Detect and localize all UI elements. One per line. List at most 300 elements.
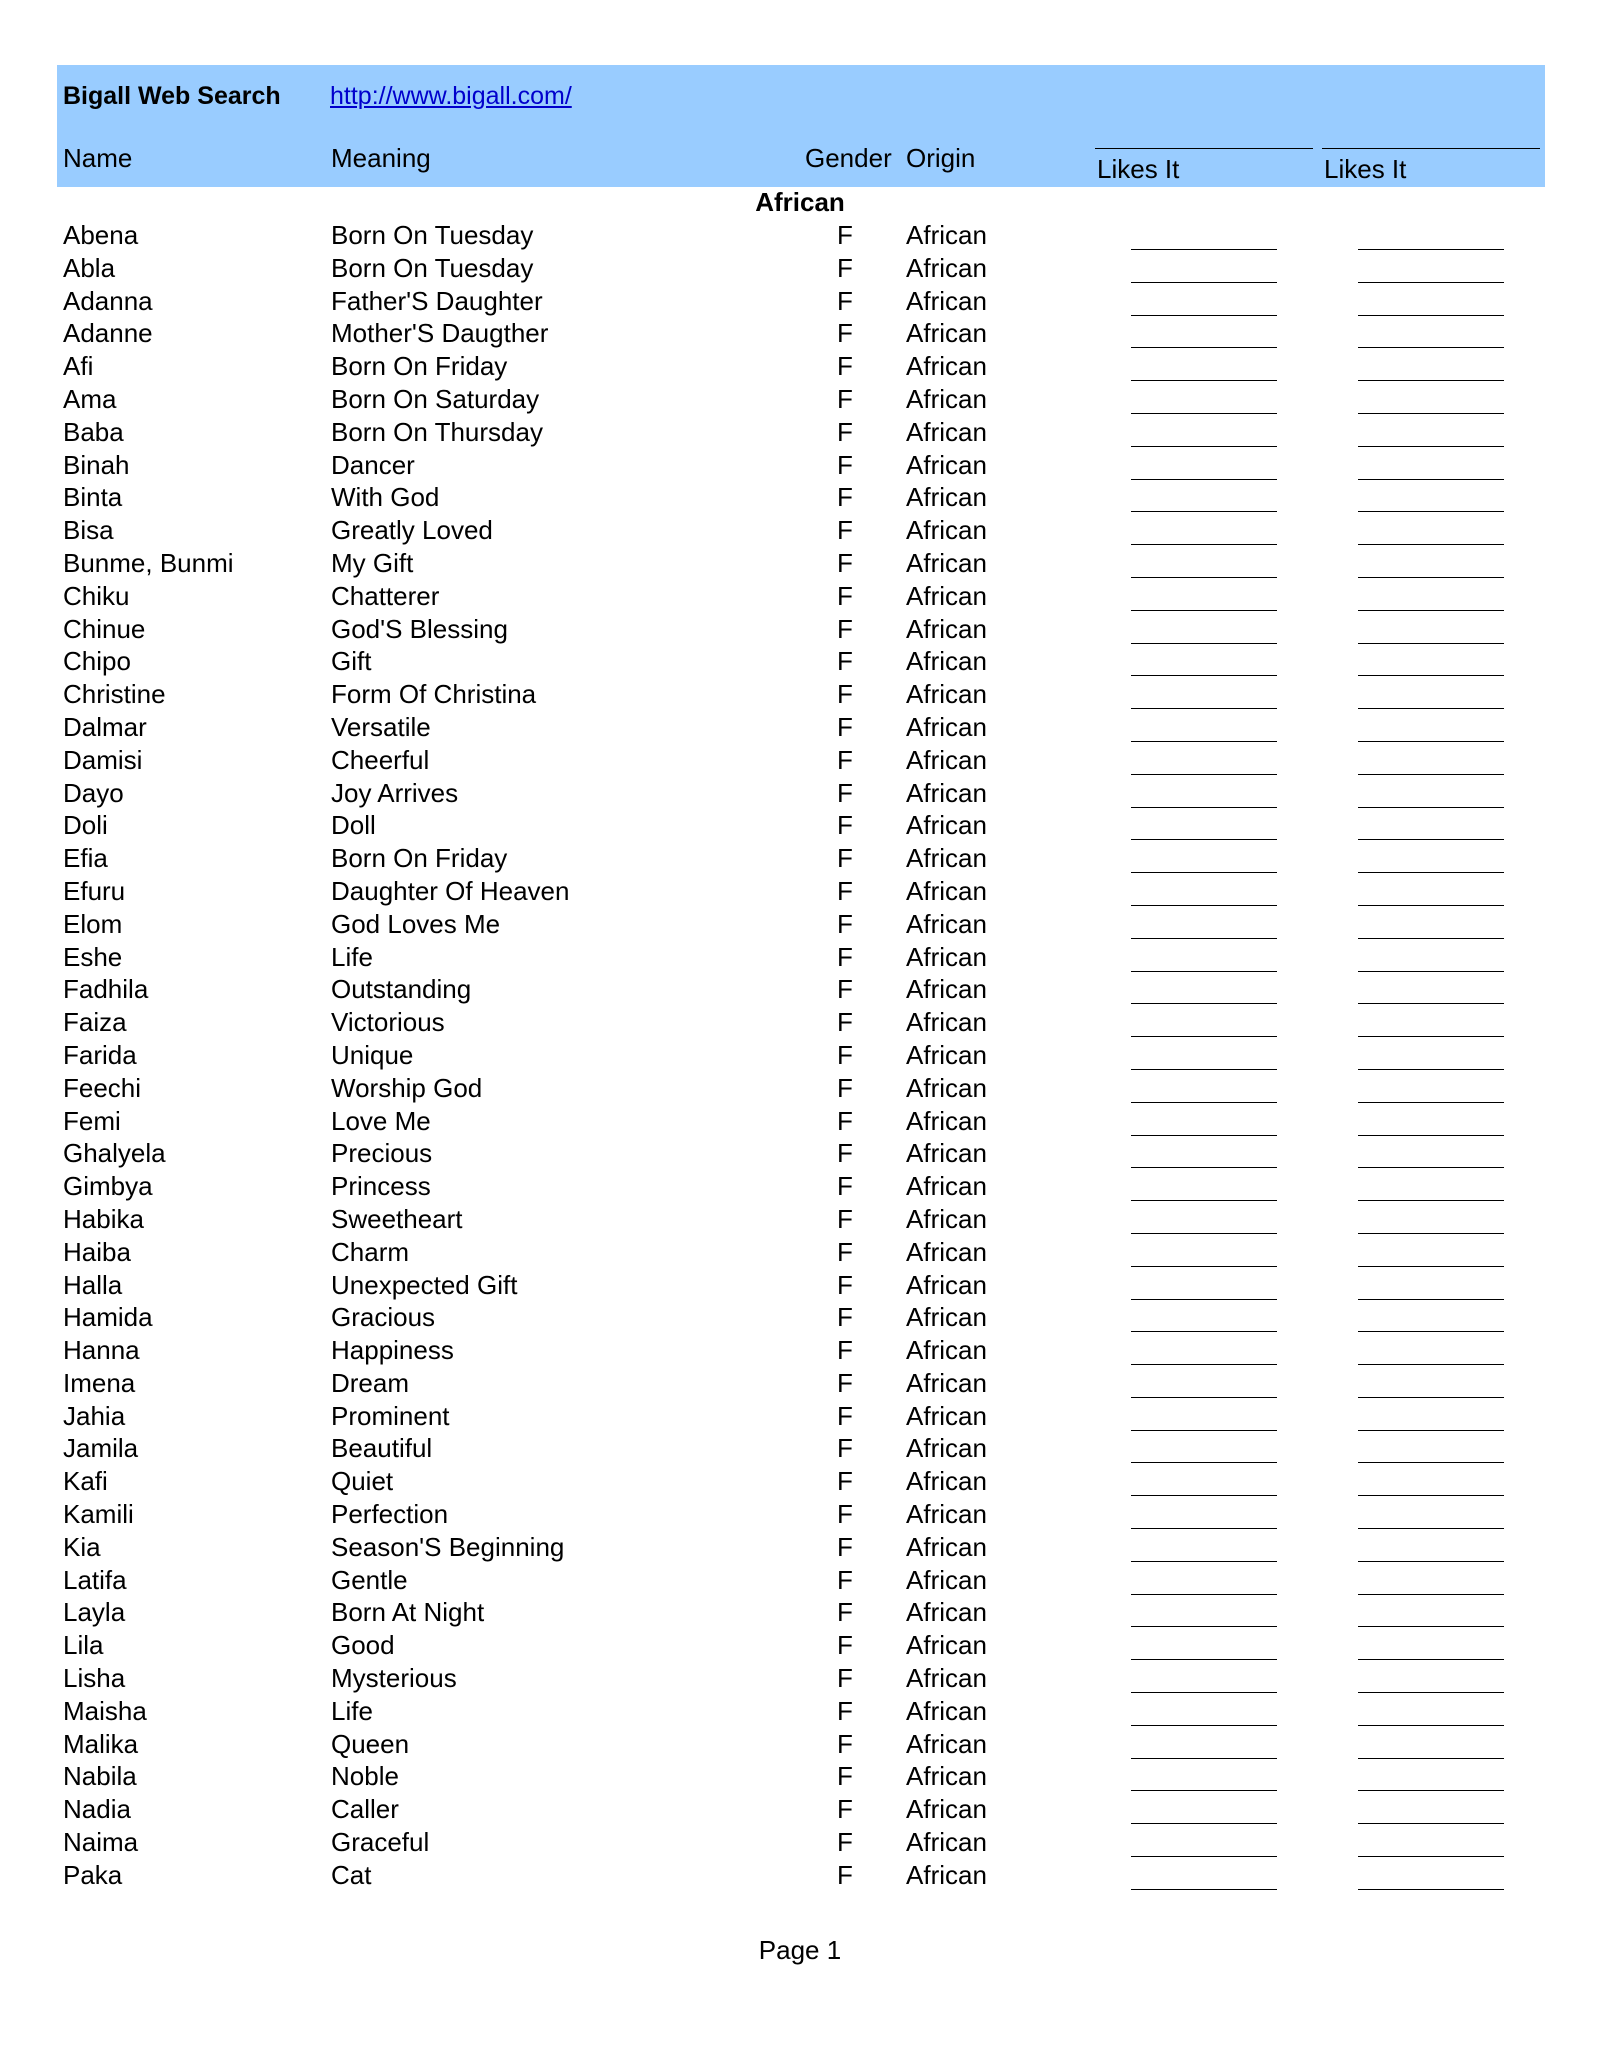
table-row [0, 777, 1600, 810]
origin-cell: African [906, 1630, 987, 1661]
name-cell: Dalmar [63, 711, 147, 742]
likes-blank-line-1[interactable] [1131, 1626, 1277, 1627]
origin-cell: African [906, 1171, 987, 1202]
meaning-cell: Greatly Loved [331, 515, 493, 546]
likes-blank-line-2[interactable] [1358, 807, 1504, 808]
meaning-cell: Versatile [331, 711, 431, 742]
name-cell: Malika [63, 1728, 139, 1759]
likes-blank-line-1[interactable] [1131, 1462, 1277, 1463]
likes-blank-line-2[interactable] [1358, 1823, 1504, 1824]
table-row [0, 449, 1600, 482]
likes-blank-line-2[interactable] [1358, 938, 1504, 939]
meaning-cell: Sweetheart [331, 1203, 463, 1234]
table-row [0, 842, 1600, 875]
gender-cell: F [837, 1335, 853, 1366]
likes-blank-line-1[interactable] [1131, 413, 1277, 414]
likes-blank-line-2[interactable] [1358, 1889, 1504, 1890]
name-cell: Efia [63, 843, 108, 874]
likes-blank-line-2[interactable] [1358, 446, 1504, 447]
origin-cell: African [906, 908, 987, 939]
origin-cell: African [906, 1794, 987, 1825]
table-row [0, 1662, 1600, 1695]
name-cell: Jamila [63, 1433, 139, 1464]
likes-blank-line-1[interactable] [1131, 610, 1277, 611]
origin-cell: African [906, 1761, 987, 1792]
table-row [0, 744, 1600, 777]
table-row [0, 1301, 1600, 1334]
likes-blank-line-2[interactable] [1358, 1397, 1504, 1398]
gender-cell: F [837, 1039, 853, 1070]
origin-cell: African [906, 941, 987, 972]
table-row [0, 1269, 1600, 1302]
meaning-cell: Season'S Beginning [331, 1531, 565, 1562]
gender-cell: F [837, 744, 853, 775]
gender-cell: F [837, 810, 853, 841]
likes-blank-line-2[interactable] [1358, 1725, 1504, 1726]
likes-blank-line-2[interactable] [1358, 774, 1504, 775]
origin-cell: African [906, 1827, 987, 1858]
gender-cell: F [837, 613, 853, 644]
origin-cell: African [906, 646, 987, 677]
table-row [0, 285, 1600, 318]
meaning-cell: Precious [331, 1138, 433, 1169]
name-cell: Imena [63, 1367, 136, 1398]
meaning-cell: Unique [331, 1039, 414, 1070]
likes-blank-line-1[interactable] [1131, 1036, 1277, 1037]
likes-blank-line-2[interactable] [1358, 1200, 1504, 1201]
table-row [0, 809, 1600, 842]
table-row [0, 678, 1600, 711]
name-cell: Adanna [63, 285, 153, 316]
likes-blank-line-1[interactable] [1131, 1102, 1277, 1103]
table-row [0, 1334, 1600, 1367]
likes-blank-line-1[interactable] [1131, 577, 1277, 578]
column-header-likes-2: Likes It [1322, 148, 1540, 186]
likes-blank-line-1[interactable] [1131, 315, 1277, 316]
likes-blank-line-1[interactable] [1131, 971, 1277, 972]
likes-blank-line-2[interactable] [1358, 1069, 1504, 1070]
likes-blank-line-1[interactable] [1131, 1167, 1277, 1168]
gender-cell: F [837, 1663, 853, 1694]
meaning-cell: Prominent [331, 1400, 450, 1431]
likes-blank-line-2[interactable] [1358, 1102, 1504, 1103]
likes-blank-line-2[interactable] [1358, 905, 1504, 906]
name-cell: Kafi [63, 1466, 108, 1497]
name-cell: Hanna [63, 1335, 140, 1366]
likes-blank-line-2[interactable] [1358, 1856, 1504, 1857]
likes-blank-line-1[interactable] [1131, 1397, 1277, 1398]
likes-blank-line-2[interactable] [1358, 249, 1504, 250]
likes-blank-line-2[interactable] [1358, 1790, 1504, 1791]
gender-cell: F [837, 515, 853, 546]
likes-blank-line-1[interactable] [1131, 446, 1277, 447]
name-cell: Faiza [63, 1007, 127, 1038]
meaning-cell: God'S Blessing [331, 613, 508, 644]
origin-cell: African [906, 318, 987, 349]
gender-cell: F [837, 646, 853, 677]
likes-blank-line-2[interactable] [1358, 741, 1504, 742]
likes-blank-line-1[interactable] [1131, 1725, 1277, 1726]
likes-blank-line-1[interactable] [1131, 347, 1277, 348]
likes-blank-line-1[interactable] [1131, 1528, 1277, 1529]
meaning-cell: Born On Tuesday [331, 252, 534, 283]
meaning-cell: Chatterer [331, 580, 440, 611]
gender-cell: F [837, 1564, 853, 1595]
name-cell: Bunme, Bunmi [63, 547, 234, 578]
table-row [0, 1465, 1600, 1498]
origin-cell: African [906, 482, 987, 513]
gender-cell: F [837, 1105, 853, 1136]
gender-cell: F [837, 875, 853, 906]
name-cell: Afi [63, 351, 94, 382]
table-row [0, 219, 1600, 252]
meaning-cell: Gentle [331, 1564, 408, 1595]
likes-blank-line-2[interactable] [1358, 1626, 1504, 1627]
table-row [0, 1629, 1600, 1662]
meaning-cell: With God [331, 482, 440, 513]
origin-cell: African [906, 252, 987, 283]
gender-cell: F [837, 1466, 853, 1497]
meaning-cell: Charm [331, 1236, 410, 1267]
likes-blank-line-1[interactable] [1131, 1430, 1277, 1431]
table-row [0, 1137, 1600, 1170]
meaning-cell: Dream [331, 1367, 410, 1398]
likes-blank-line-2[interactable] [1358, 544, 1504, 545]
name-cell: Chipo [63, 646, 131, 677]
meaning-cell: Life [331, 941, 373, 972]
name-cell: Kia [63, 1531, 101, 1562]
meaning-cell: Love Me [331, 1105, 431, 1136]
table-row [0, 711, 1600, 744]
likes-blank-line-1[interactable] [1131, 708, 1277, 709]
name-cell: Hamida [63, 1302, 153, 1333]
meaning-cell: Cat [331, 1859, 372, 1890]
likes-blank-line-1[interactable] [1131, 1299, 1277, 1300]
origin-cell: African [906, 1597, 987, 1628]
table-row [0, 1105, 1600, 1138]
likes-blank-line-1[interactable] [1131, 511, 1277, 512]
likes-blank-line-2[interactable] [1358, 1266, 1504, 1267]
likes-blank-line-2[interactable] [1358, 479, 1504, 480]
section-title: African [755, 187, 845, 217]
likes-blank-line-1[interactable] [1131, 1233, 1277, 1234]
origin-cell: African [906, 416, 987, 447]
origin-cell: African [906, 875, 987, 906]
likes-blank-line-1[interactable] [1131, 675, 1277, 676]
name-cell: Lisha [63, 1663, 126, 1694]
likes-blank-line-2[interactable] [1358, 1003, 1504, 1004]
origin-cell: African [906, 383, 987, 414]
likes-blank-line-1[interactable] [1131, 1200, 1277, 1201]
table-row [0, 383, 1600, 416]
likes-blank-line-1[interactable] [1131, 1003, 1277, 1004]
meaning-cell: Mysterious [331, 1663, 457, 1694]
origin-cell: African [906, 1039, 987, 1070]
origin-cell: African [906, 843, 987, 874]
likes-blank-line-1[interactable] [1131, 938, 1277, 939]
table-row [0, 1367, 1600, 1400]
meaning-cell: Gracious [331, 1302, 436, 1333]
gender-cell: F [837, 908, 853, 939]
gender-cell: F [837, 1433, 853, 1464]
table-row [0, 481, 1600, 514]
name-cell: Elom [63, 908, 123, 939]
likes-blank-line-2[interactable] [1358, 1659, 1504, 1660]
likes-blank-line-1[interactable] [1131, 1069, 1277, 1070]
name-cell: Efuru [63, 875, 126, 906]
gender-cell: F [837, 1794, 853, 1825]
meaning-cell: Father'S Daughter [331, 285, 543, 316]
name-cell: Paka [63, 1859, 123, 1890]
likes-blank-line-1[interactable] [1131, 479, 1277, 480]
column-header-gender: Gender [805, 143, 892, 173]
gender-cell: F [837, 416, 853, 447]
origin-cell: African [906, 1564, 987, 1595]
likes-blank-line-1[interactable] [1131, 1790, 1277, 1791]
likes-blank-line-2[interactable] [1358, 1462, 1504, 1463]
likes-blank-line-2[interactable] [1358, 1495, 1504, 1496]
likes-blank-line-1[interactable] [1131, 1856, 1277, 1857]
column-header-origin: Origin [906, 143, 976, 173]
likes-blank-line-2[interactable] [1358, 511, 1504, 512]
table-row [0, 1006, 1600, 1039]
meaning-cell: Outstanding [331, 974, 472, 1005]
name-cell: Lila [63, 1630, 104, 1661]
table-row [0, 1695, 1600, 1728]
origin-cell: African [906, 711, 987, 742]
likes-blank-line-2[interactable] [1358, 643, 1504, 644]
name-cell: Abena [63, 220, 139, 250]
name-cell: Feechi [63, 1072, 142, 1103]
origin-cell: African [906, 1236, 987, 1267]
origin-cell: African [906, 613, 987, 644]
meaning-cell: Caller [331, 1794, 399, 1825]
gender-cell: F [837, 1728, 853, 1759]
gender-cell: F [837, 679, 853, 710]
meaning-cell: Queen [331, 1728, 410, 1759]
origin-cell: African [906, 1302, 987, 1333]
name-cell: Habika [63, 1203, 144, 1234]
name-cell: Haiba [63, 1236, 131, 1267]
likes-blank-line-1[interactable] [1131, 1889, 1277, 1890]
table-row [0, 252, 1600, 285]
likes-blank-line-1[interactable] [1131, 249, 1277, 250]
meaning-cell: Good [331, 1630, 395, 1661]
likes-blank-line-1[interactable] [1131, 1659, 1277, 1660]
name-cell: Farida [63, 1039, 137, 1070]
likes-blank-line-2[interactable] [1358, 839, 1504, 840]
table-row [0, 580, 1600, 613]
origin-cell: African [906, 351, 987, 382]
gender-cell: F [837, 252, 853, 283]
likes-blank-line-2[interactable] [1358, 1364, 1504, 1365]
likes-blank-line-1[interactable] [1131, 741, 1277, 742]
origin-cell: African [906, 1859, 987, 1890]
table-row [0, 1760, 1600, 1793]
gender-cell: F [837, 1597, 853, 1628]
origin-cell: African [906, 1695, 987, 1726]
likes-blank-line-2[interactable] [1358, 1135, 1504, 1136]
table-row [0, 1432, 1600, 1465]
gender-cell: F [837, 580, 853, 611]
gender-cell: F [837, 1171, 853, 1202]
likes-blank-line-1[interactable] [1131, 1266, 1277, 1267]
origin-cell: African [906, 679, 987, 710]
table-row [0, 1498, 1600, 1531]
likes-blank-line-1[interactable] [1131, 544, 1277, 545]
likes-blank-line-2[interactable] [1358, 315, 1504, 316]
table-row [0, 1039, 1600, 1072]
page-number: Page 1 [758, 1935, 842, 1965]
gender-cell: F [837, 351, 853, 382]
name-cell: Halla [63, 1269, 123, 1300]
likes-blank-line-1[interactable] [1131, 380, 1277, 381]
name-cell: Chinue [63, 613, 146, 644]
likes-blank-line-1[interactable] [1131, 839, 1277, 840]
origin-cell: African [906, 1007, 987, 1038]
likes-blank-line-2[interactable] [1358, 872, 1504, 873]
meaning-cell: Gift [331, 646, 372, 677]
likes-blank-line-2[interactable] [1358, 577, 1504, 578]
name-cell: Dayo [63, 777, 124, 808]
meaning-cell: Born On Saturday [331, 383, 540, 414]
likes-blank-line-1[interactable] [1131, 1364, 1277, 1365]
meaning-cell: Unexpected Gift [331, 1269, 518, 1300]
likes-blank-line-1[interactable] [1131, 807, 1277, 808]
table-row [0, 350, 1600, 383]
likes-blank-line-1[interactable] [1131, 1331, 1277, 1332]
gender-cell: F [837, 1236, 853, 1267]
name-cell: Nabila [63, 1761, 137, 1792]
table-row [0, 1400, 1600, 1433]
meaning-cell: Quiet [331, 1466, 394, 1497]
origin-cell: African [906, 1400, 987, 1431]
likes-blank-line-1[interactable] [1131, 905, 1277, 906]
column-header-likes-1: Likes It [1095, 148, 1313, 186]
likes-blank-line-1[interactable] [1131, 774, 1277, 775]
name-cell: Bisa [63, 515, 114, 546]
likes-blank-line-2[interactable] [1358, 1561, 1504, 1562]
origin-cell: African [906, 449, 987, 480]
table-row [0, 1728, 1600, 1761]
gender-cell: F [837, 285, 853, 316]
name-cell: Fadhila [63, 974, 149, 1005]
meaning-cell: Happiness [331, 1335, 454, 1366]
origin-cell: African [906, 1433, 987, 1464]
gender-cell: F [837, 1203, 853, 1234]
likes-blank-line-1[interactable] [1131, 1692, 1277, 1693]
gender-cell: F [837, 482, 853, 513]
likes-blank-line-2[interactable] [1358, 1430, 1504, 1431]
likes-blank-line-2[interactable] [1358, 282, 1504, 283]
name-cell: Baba [63, 416, 124, 447]
origin-cell: African [906, 1138, 987, 1169]
gender-cell: F [837, 318, 853, 349]
likes-blank-line-1[interactable] [1131, 1594, 1277, 1595]
site-url-link[interactable]: http://www.bigall.com/ [330, 82, 572, 110]
gender-cell: F [837, 1630, 853, 1661]
meaning-cell: Dancer [331, 449, 415, 480]
table-row [0, 1236, 1600, 1269]
meaning-cell: Perfection [331, 1499, 449, 1530]
meaning-cell: Form Of Christina [331, 679, 537, 710]
origin-cell: African [906, 810, 987, 841]
likes-blank-line-1[interactable] [1131, 1495, 1277, 1496]
origin-cell: African [906, 1499, 987, 1530]
likes-blank-line-2[interactable] [1358, 1692, 1504, 1693]
meaning-cell: Born On Friday [331, 351, 508, 382]
likes-blank-line-2[interactable] [1358, 347, 1504, 348]
likes-blank-line-2[interactable] [1358, 1299, 1504, 1300]
gender-cell: F [837, 843, 853, 874]
table-row [0, 514, 1600, 547]
gender-cell: F [837, 711, 853, 742]
table-row [0, 317, 1600, 350]
gender-cell: F [837, 974, 853, 1005]
gender-cell: F [837, 547, 853, 578]
table-row [0, 1793, 1600, 1826]
likes-blank-line-2[interactable] [1358, 1036, 1504, 1037]
likes-blank-line-1[interactable] [1131, 643, 1277, 644]
origin-cell: African [906, 220, 987, 250]
name-cell: Gimbya [63, 1171, 153, 1202]
gender-cell: F [837, 1761, 853, 1792]
likes-blank-line-1[interactable] [1131, 1758, 1277, 1759]
likes-blank-line-2[interactable] [1358, 1528, 1504, 1529]
gender-cell: F [837, 1269, 853, 1300]
table-row [0, 1203, 1600, 1236]
likes-blank-line-1[interactable] [1131, 1823, 1277, 1824]
likes-blank-line-1[interactable] [1131, 1561, 1277, 1562]
column-header-name: Name [63, 143, 133, 173]
likes-blank-line-2[interactable] [1358, 413, 1504, 414]
likes-blank-line-2[interactable] [1358, 1758, 1504, 1759]
likes-blank-line-1[interactable] [1131, 1135, 1277, 1136]
likes-blank-line-2[interactable] [1358, 1233, 1504, 1234]
likes-blank-line-2[interactable] [1358, 1594, 1504, 1595]
likes-blank-line-2[interactable] [1358, 610, 1504, 611]
name-cell: Binah [63, 449, 130, 480]
gender-cell: F [837, 777, 853, 808]
likes-blank-line-2[interactable] [1358, 708, 1504, 709]
gender-cell: F [837, 1400, 853, 1431]
gender-cell: F [837, 1695, 853, 1726]
origin-cell: African [906, 1105, 987, 1136]
name-cell: Naima [63, 1827, 139, 1858]
meaning-cell: Beautiful [331, 1433, 433, 1464]
likes-blank-line-2[interactable] [1358, 971, 1504, 972]
gender-cell: F [837, 1827, 853, 1858]
meaning-cell: Born At Night [331, 1597, 485, 1628]
name-cell: Doli [63, 810, 108, 841]
likes-blank-line-2[interactable] [1358, 1331, 1504, 1332]
meaning-cell: My Gift [331, 547, 414, 578]
origin-cell: African [906, 547, 987, 578]
table-row [0, 941, 1600, 974]
likes-blank-line-2[interactable] [1358, 675, 1504, 676]
name-cell: Ghalyela [63, 1138, 166, 1169]
likes-blank-line-1[interactable] [1131, 282, 1277, 283]
name-cell: Eshe [63, 941, 123, 972]
likes-blank-line-2[interactable] [1358, 1167, 1504, 1168]
name-cell: Femi [63, 1105, 121, 1136]
origin-cell: African [906, 1531, 987, 1562]
origin-cell: African [906, 1367, 987, 1398]
likes-blank-line-2[interactable] [1358, 380, 1504, 381]
origin-cell: African [906, 1269, 987, 1300]
likes-blank-line-1[interactable] [1131, 872, 1277, 873]
origin-cell: African [906, 744, 987, 775]
